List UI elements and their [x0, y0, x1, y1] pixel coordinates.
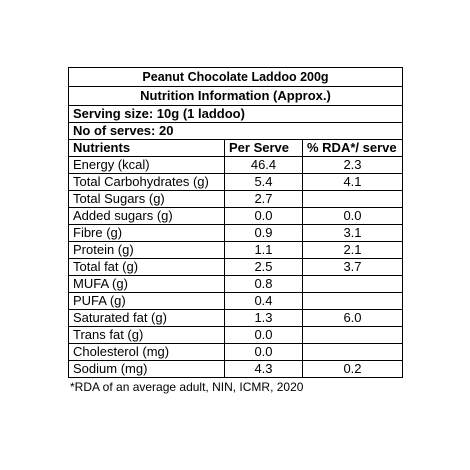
per-serve-value: 5.4 [225, 174, 303, 191]
nutrient-row [69, 327, 403, 344]
nutrient-row [69, 225, 403, 242]
per-serve-value: 0.8 [225, 276, 303, 293]
nutrient-name: Trans fat (g) [69, 327, 225, 344]
nutrient-name: Total Carbohydrates (g) [69, 174, 225, 191]
per-serve-value: 2.5 [225, 259, 303, 276]
rda-value: 3.1 [303, 225, 403, 242]
header-rda: % RDA*/ serve [303, 140, 403, 157]
per-serve-value: 4.3 [225, 361, 303, 378]
nutrient-name: MUFA (g) [69, 276, 225, 293]
per-serve-value: 0.0 [225, 344, 303, 361]
nutrient-row [69, 310, 403, 327]
per-serve-value: 1.3 [225, 310, 303, 327]
nutrition-table [68, 67, 403, 378]
nutrient-name: Added sugars (g) [69, 208, 225, 225]
rda-value [303, 327, 403, 344]
nutrient-row [69, 174, 403, 191]
nutrient-row [69, 361, 403, 378]
nutrient-name: PUFA (g) [69, 293, 225, 310]
serving-size-row [69, 106, 403, 123]
per-serve-value: 2.7 [225, 191, 303, 208]
nutrient-row [69, 242, 403, 259]
footnote: *RDA of an average adult, NIN, ICMR, 2020 [70, 380, 304, 394]
nutrient-name: Energy (kcal) [69, 157, 225, 174]
per-serve-value: 1.1 [225, 242, 303, 259]
nutrient-name: Saturated fat (g) [69, 310, 225, 327]
nutrient-row [69, 259, 403, 276]
header-row [69, 140, 403, 157]
rda-value [303, 276, 403, 293]
rda-value [303, 344, 403, 361]
nutrient-row [69, 157, 403, 174]
rda-value: 2.3 [303, 157, 403, 174]
header-per-serve: Per Serve [225, 140, 303, 157]
rda-value [303, 293, 403, 310]
nutrient-row [69, 276, 403, 293]
nutrient-row [69, 208, 403, 225]
product-title: Peanut Chocolate Laddoo 200g [69, 68, 403, 87]
header-nutrients: Nutrients [69, 140, 225, 157]
rda-value [303, 191, 403, 208]
per-serve-value: 0.9 [225, 225, 303, 242]
rda-value: 2.1 [303, 242, 403, 259]
title-row [69, 68, 403, 87]
nutrient-name: Protein (g) [69, 242, 225, 259]
serving-size: Serving size: 10g (1 laddoo) [69, 106, 403, 123]
rda-value: 3.7 [303, 259, 403, 276]
rda-value: 6.0 [303, 310, 403, 327]
nutrition-label [68, 67, 402, 394]
nutrient-name: Fibre (g) [69, 225, 225, 242]
rda-value: 0.0 [303, 208, 403, 225]
nutrient-name: Total Sugars (g) [69, 191, 225, 208]
subtitle-row [69, 87, 403, 106]
nutrient-name: Total fat (g) [69, 259, 225, 276]
per-serve-value: 0.0 [225, 208, 303, 225]
nutrient-row [69, 344, 403, 361]
nutrition-info-heading: Nutrition Information (Approx.) [69, 87, 403, 106]
no-of-serves-row [69, 123, 403, 140]
rda-value: 4.1 [303, 174, 403, 191]
per-serve-value: 0.0 [225, 327, 303, 344]
nutrient-name: Cholesterol (mg) [69, 344, 225, 361]
nutrient-row [69, 191, 403, 208]
no-of-serves: No of serves: 20 [69, 123, 403, 140]
rda-value: 0.2 [303, 361, 403, 378]
per-serve-value: 0.4 [225, 293, 303, 310]
nutrient-row [69, 293, 403, 310]
nutrient-name: Sodium (mg) [69, 361, 225, 378]
per-serve-value: 46.4 [225, 157, 303, 174]
